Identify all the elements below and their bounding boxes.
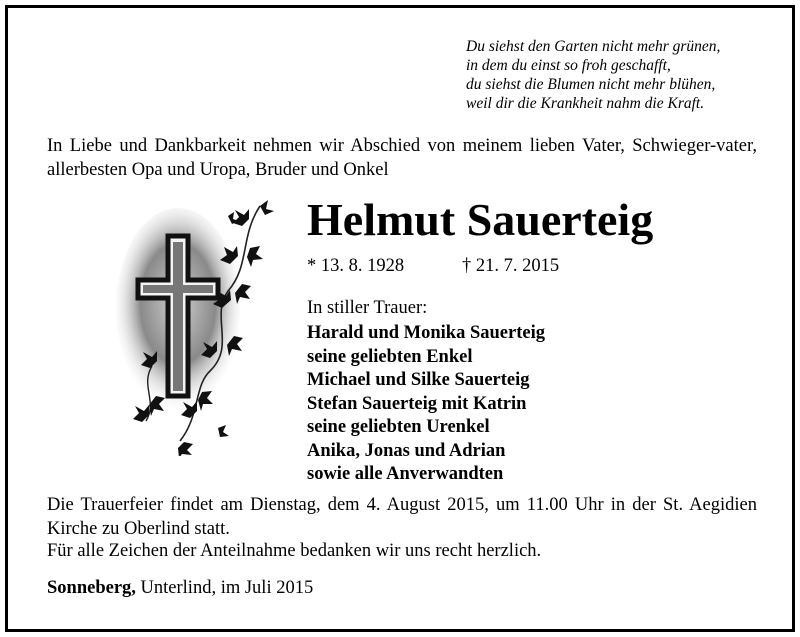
funeral-notice: Die Trauerfeier findet am Dienstag, dem 4. August 2015, um 11.00 Uhr in der St. Aegidien Kirche zu Oberlind statt.	[47, 495, 757, 539]
mourner-line: Harald und Monika Sauerteig	[307, 323, 545, 343]
mourner-line: Michael und Silke Sauerteig	[307, 370, 530, 390]
intro-text: In Liebe und Dankbarkeit nehmen wir Abschied von meinem lieben Vater, Schwieger-vater, allerbesten Opa und Uropa, Bruder und Onkel	[47, 136, 757, 180]
place-town: Sonneberg,	[47, 578, 136, 598]
death-date: † 21. 7. 2015	[462, 256, 560, 276]
life-dates	[307, 254, 560, 278]
mourner-line: sowie alle Anverwandten	[307, 464, 504, 484]
cross-with-ivy-icon	[110, 196, 280, 456]
birth-date: * 13. 8. 1928	[307, 256, 405, 276]
place-and-date	[47, 576, 313, 600]
mourning-heading: In stiller Trauer:	[307, 298, 428, 318]
deceased-name: Helmut Sauerteig	[307, 194, 654, 245]
mourner-line: seine geliebten Enkel	[307, 346, 473, 367]
thanks-text: Für alle Zeichen der Anteilnahme bedanken wir uns recht herzlich.	[47, 541, 542, 561]
mourner-line: seine geliebten Urenkel	[307, 417, 490, 437]
poem-line: du siehst die Blumen nicht mehr blühen,	[466, 76, 716, 93]
poem-line: weil dir die Krankheit nahm die Kraft.	[466, 95, 705, 112]
poem	[466, 37, 766, 113]
poem-line: in dem du einst so froh geschafft,	[466, 57, 671, 74]
poem-line: Du siehst den Garten nicht mehr grünen,	[466, 38, 721, 55]
mourners-list	[307, 322, 545, 487]
mourner-line: Stefan Sauerteig mit Katrin	[307, 393, 527, 414]
place-rest: Unterlind, im Juli 2015	[135, 578, 314, 598]
mourner-line: Anika, Jonas und Adrian	[307, 440, 506, 461]
